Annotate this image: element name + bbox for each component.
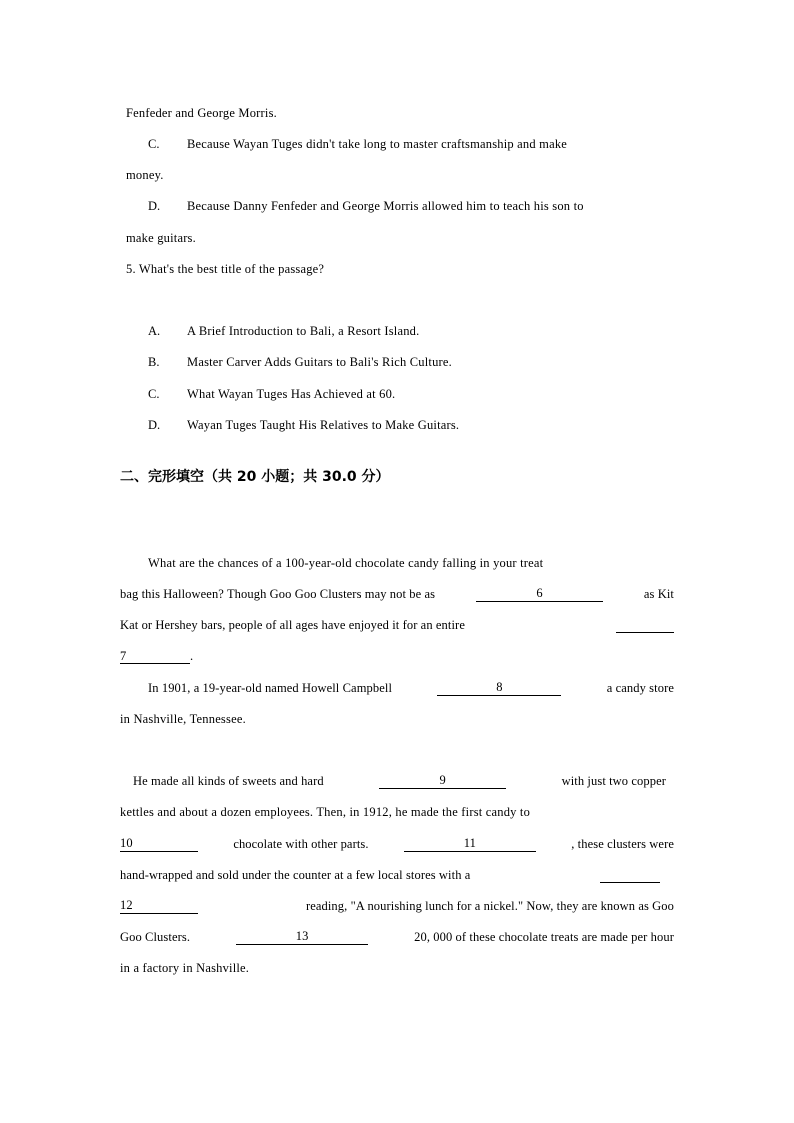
- passage-line-blank-8: [148, 681, 674, 696]
- passage-text: He made all kinds of sweets and hard: [133, 774, 324, 788]
- blank-10[interactable]: 10: [120, 837, 198, 852]
- blank-12-lead[interactable]: [600, 868, 660, 883]
- passage-text: , these clusters were: [571, 837, 674, 851]
- passage-text: Kat or Hershey bars, people of all ages have enjoyed it for an entire: [120, 618, 465, 632]
- blank-7-lead[interactable]: [616, 618, 674, 633]
- blank-8[interactable]: 8: [437, 681, 561, 696]
- passage-line: kettles and about a dozen employees. Then, in 1912, he made the first candy to: [120, 805, 531, 819]
- passage-text: a candy store: [606, 681, 674, 695]
- q5-option-b-text: Master Carver Adds Guitars to Bali's Rich Culture.: [187, 355, 452, 369]
- blank-13[interactable]: 13: [236, 930, 368, 945]
- q5-option-a-text: A Brief Introduction to Bali, a Resort Island.: [187, 324, 420, 338]
- passage-text: with just two copper: [561, 774, 666, 788]
- q4-option-c-text-cont: money.: [126, 168, 164, 182]
- section-heading: 二、完形填空（共 20 小题；共 30.0 分）: [120, 469, 390, 485]
- q4-option-d-text-cont: make guitars.: [126, 231, 196, 245]
- q5-question: 5. What's the best title of the passage?: [126, 262, 325, 276]
- passage-line-blank-7-end: [120, 649, 193, 664]
- passage-line-blank-7-start: [120, 618, 674, 633]
- q5-option-d-letter: D.: [148, 418, 161, 432]
- passage-text: chocolate with other parts.: [233, 837, 369, 851]
- passage-line: in Nashville, Tennessee.: [120, 712, 246, 726]
- blank-9[interactable]: 9: [379, 774, 506, 789]
- passage-line-blank-12-start: [120, 868, 660, 883]
- passage-text: 20, 000 of these chocolate treats are made per hour: [414, 930, 674, 944]
- q5-option-d-text: Wayan Tuges Taught His Relatives to Make Guitars.: [187, 418, 460, 432]
- passage-line-blank-12-end: [120, 899, 674, 914]
- passage-text: In 1901, a 19-year-old named Howell Campbell: [148, 681, 393, 695]
- passage-text: hand-wrapped and sold under the counter at a few local stores with a: [120, 868, 471, 882]
- passage-line-blank-13: [120, 930, 674, 945]
- q4-option-c-letter: C.: [148, 137, 160, 151]
- passage-line-blank-10-11: [120, 837, 674, 852]
- passage-line: in a factory in Nashville.: [120, 961, 250, 975]
- q5-option-c-letter: C.: [148, 387, 160, 401]
- q4-option-d-text: Because Danny Fenfeder and George Morris allowed him to teach his son to: [187, 199, 584, 213]
- blank-12[interactable]: 12: [120, 899, 198, 914]
- passage-line-blank-6: [120, 587, 674, 602]
- passage-text: bag this Halloween? Though Goo Goo Clusters may not be as: [120, 587, 436, 601]
- q4-option-d-letter: D.: [148, 199, 161, 213]
- blank-7[interactable]: 7: [120, 650, 190, 664]
- blank-11[interactable]: 11: [404, 837, 536, 852]
- q5-option-b-letter: B.: [148, 355, 160, 369]
- passage-line-blank-9: [133, 774, 666, 789]
- passage-text: reading, "A nourishing lunch for a nickel." Now, they are known as Goo: [305, 899, 674, 913]
- passage-line: What are the chances of a 100-year-old chocolate candy falling in your treat: [148, 556, 544, 570]
- q4-option-b-continuation: Fenfeder and George Morris.: [126, 106, 277, 120]
- q4-option-c-text: Because Wayan Tuges didn't take long to master craftsmanship and make: [187, 137, 568, 151]
- q5-option-c-text: What Wayan Tuges Has Achieved at 60.: [187, 387, 396, 401]
- passage-text: .: [190, 649, 194, 663]
- q5-option-a-letter: A.: [148, 324, 161, 338]
- passage-text: Goo Clusters.: [120, 930, 191, 944]
- blank-6[interactable]: 6: [476, 587, 603, 602]
- passage-text: as Kit: [643, 587, 674, 601]
